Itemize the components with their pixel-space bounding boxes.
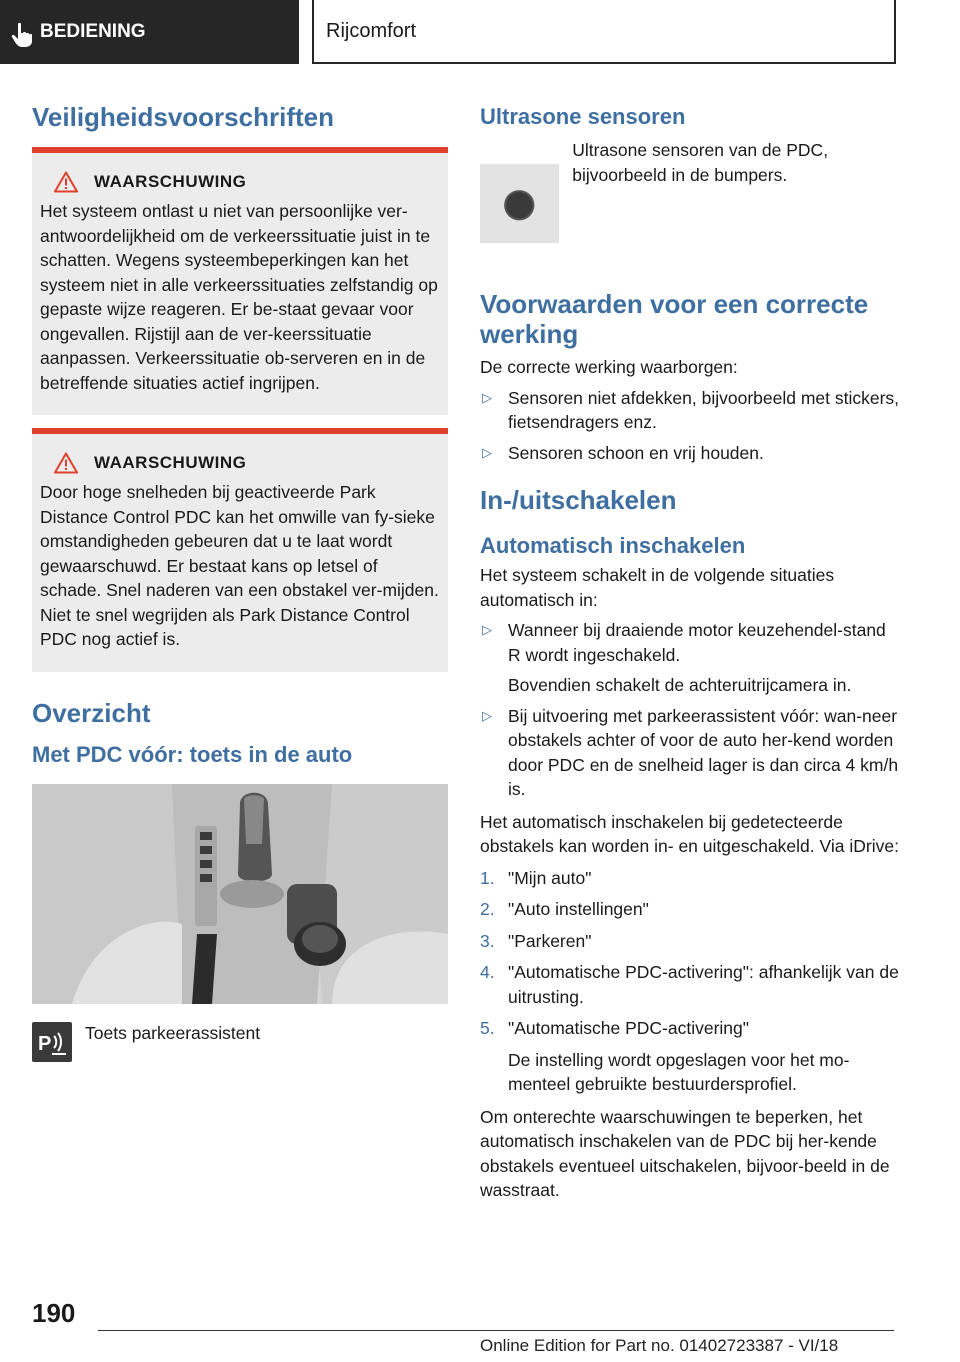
list-item-extra: Bovendien schakelt de achteruitrijcamera in. [508, 675, 852, 695]
step-text: "Automatische PDC-activering": afhankelijk van de uitrusting. [508, 962, 899, 1007]
step-text: "Auto instellingen" [508, 899, 649, 919]
step-extra: De instelling wordt opgeslagen voor het mo-menteel gebruikte bestuurdersprofiel. [508, 1049, 850, 1094]
button-caption: Toets parkeerassistent [85, 1022, 261, 1043]
center-console-illustration [32, 784, 448, 1004]
auto-intro: Het systeem schakelt in de volgende situaties automatisch in: [480, 565, 835, 610]
overview-heading: Overzicht [32, 697, 151, 728]
warning-box-1 [32, 147, 448, 415]
chapter-title [312, 0, 896, 64]
sensors-heading: Ultrasone sensoren [480, 104, 686, 129]
conditions-intro: De correcte werking waarborgen: [480, 357, 738, 377]
step-text: "Parkeren" [508, 930, 592, 951]
onoff-heading: In-/uitschakelen [480, 485, 677, 515]
list-item [480, 441, 900, 466]
list-item [480, 704, 900, 802]
park-assist-button-icon [32, 1022, 72, 1062]
auto-list [480, 618, 900, 802]
step-item [480, 866, 900, 891]
warning-icon [54, 171, 78, 193]
sensors-text: Ultrasone sensoren van de PDC, bijvoorbeeld in de bumpers. [572, 140, 829, 185]
list-item [480, 386, 900, 435]
list-item [480, 618, 900, 698]
pdc-heading: Met PDC vóór: toets in de auto [32, 741, 353, 767]
step-number: 1. [480, 867, 495, 888]
ultrasonic-sensor-image [480, 146, 559, 261]
step-text: "Automatische PDC-activering" [508, 1018, 749, 1038]
step-item [480, 960, 900, 1009]
chapter-title-text: Rijcomfort [326, 19, 417, 42]
closing-text: Om onterechte waarschuwingen te beperken, het automatisch inschakelen van de PDC bij her-kende obstakels eventueel uitschakelen, bijvoor-beeld in de wasstraat. [480, 1106, 890, 1200]
step-item [480, 1016, 900, 1097]
list-item-text: Wanneer bij draaiende motor keuzehendel-stand R wordt ingeschakeld. [508, 620, 886, 665]
list-item-text: Bij uitvoering met parkeerassistent vóór: wan-neer obstakels achter of voor de auto her-kend worden door PDC en de snelheid lager is dan circa 4 km/h is. [508, 705, 899, 799]
warning-title-text-1: WAARSCHUWING [94, 172, 247, 191]
right-column [480, 100, 900, 1203]
step-item [480, 929, 900, 954]
triangle-bullet-icon: ▷ [482, 707, 492, 723]
footer-divider [98, 1330, 894, 1331]
warning-icon [54, 452, 78, 474]
idrive-steps [480, 866, 900, 1097]
hand-icon [10, 22, 34, 48]
list-item-text: Sensoren schoon en vrij houden. [508, 442, 764, 463]
conditions-heading: Voorwaarden voor een correcte werking [480, 289, 869, 349]
warning-title-text-2: WAARSCHUWING [94, 453, 247, 472]
warning-text-2: Door hoge snelheden bij geactiveerde Park Distance Control PDC kan het omwille van fy-sieke omstandigheden gebeuren dat u te laat wordt gewaarschuwd. Er bestaat kans op letsel of schade. Snel naderen van een obstakel ver-mijden. Niet te snel wegrijden als Park Distance Control PDC nog actief is. [40, 482, 439, 649]
triangle-bullet-icon: ▷ [482, 389, 492, 405]
page-number: 190 [32, 1298, 76, 1328]
warning-title-2 [40, 452, 440, 474]
section-tab [0, 0, 299, 64]
svg-text:P: P [38, 1032, 52, 1055]
auto-heading: Automatisch inschakelen [480, 533, 746, 558]
step-number: 5. [480, 1018, 495, 1038]
triangle-bullet-icon: ▷ [482, 622, 492, 637]
warning-text-1: Het systeem ontlast u niet van persoonlijke ver-antwoordelijkheid om de verkeerssituatie juist in te schatten. Wegens systeembeperkingen kan het systeem niet in alle verkeerssituaties zelfstandig op gepaste wijze reageren. Er be-staat gevaar voor ongevallen. Rijstijl aan de ver-keerssituatie aanpassen. Verkeerssituatie ob-serveren en in de betreffende situaties actief ingrijpen. [40, 201, 438, 393]
step-text: "Mijn auto" [508, 867, 592, 888]
conditions-list [480, 386, 900, 466]
step-item [480, 897, 900, 922]
edition-note: Online Edition for Part no. 01402723387 - VI/18 [480, 1336, 839, 1355]
triangle-bullet-icon: ▷ [482, 444, 492, 460]
idrive-intro: Het automatisch inschakelen bij gedetecteerde obstakels kan worden in- en uitgeschakeld. Via iDrive: [480, 811, 899, 856]
step-number: 2. [480, 899, 495, 919]
warning-box-2 [32, 428, 448, 672]
button-caption-row [32, 1022, 448, 1062]
sensor-row [480, 140, 900, 261]
left-column [32, 100, 448, 1062]
list-item-text: Sensoren niet afdekken, bijvoorbeeld met stickers, fietsendragers enz. [508, 387, 900, 432]
safety-heading: Veiligheidsvoorschriften [32, 102, 334, 132]
center-console-photo [32, 784, 448, 1004]
section-label: BEDIENING [40, 21, 146, 42]
step-number: 4. [480, 962, 495, 982]
step-number: 3. [480, 930, 495, 951]
warning-title-1 [40, 171, 440, 193]
